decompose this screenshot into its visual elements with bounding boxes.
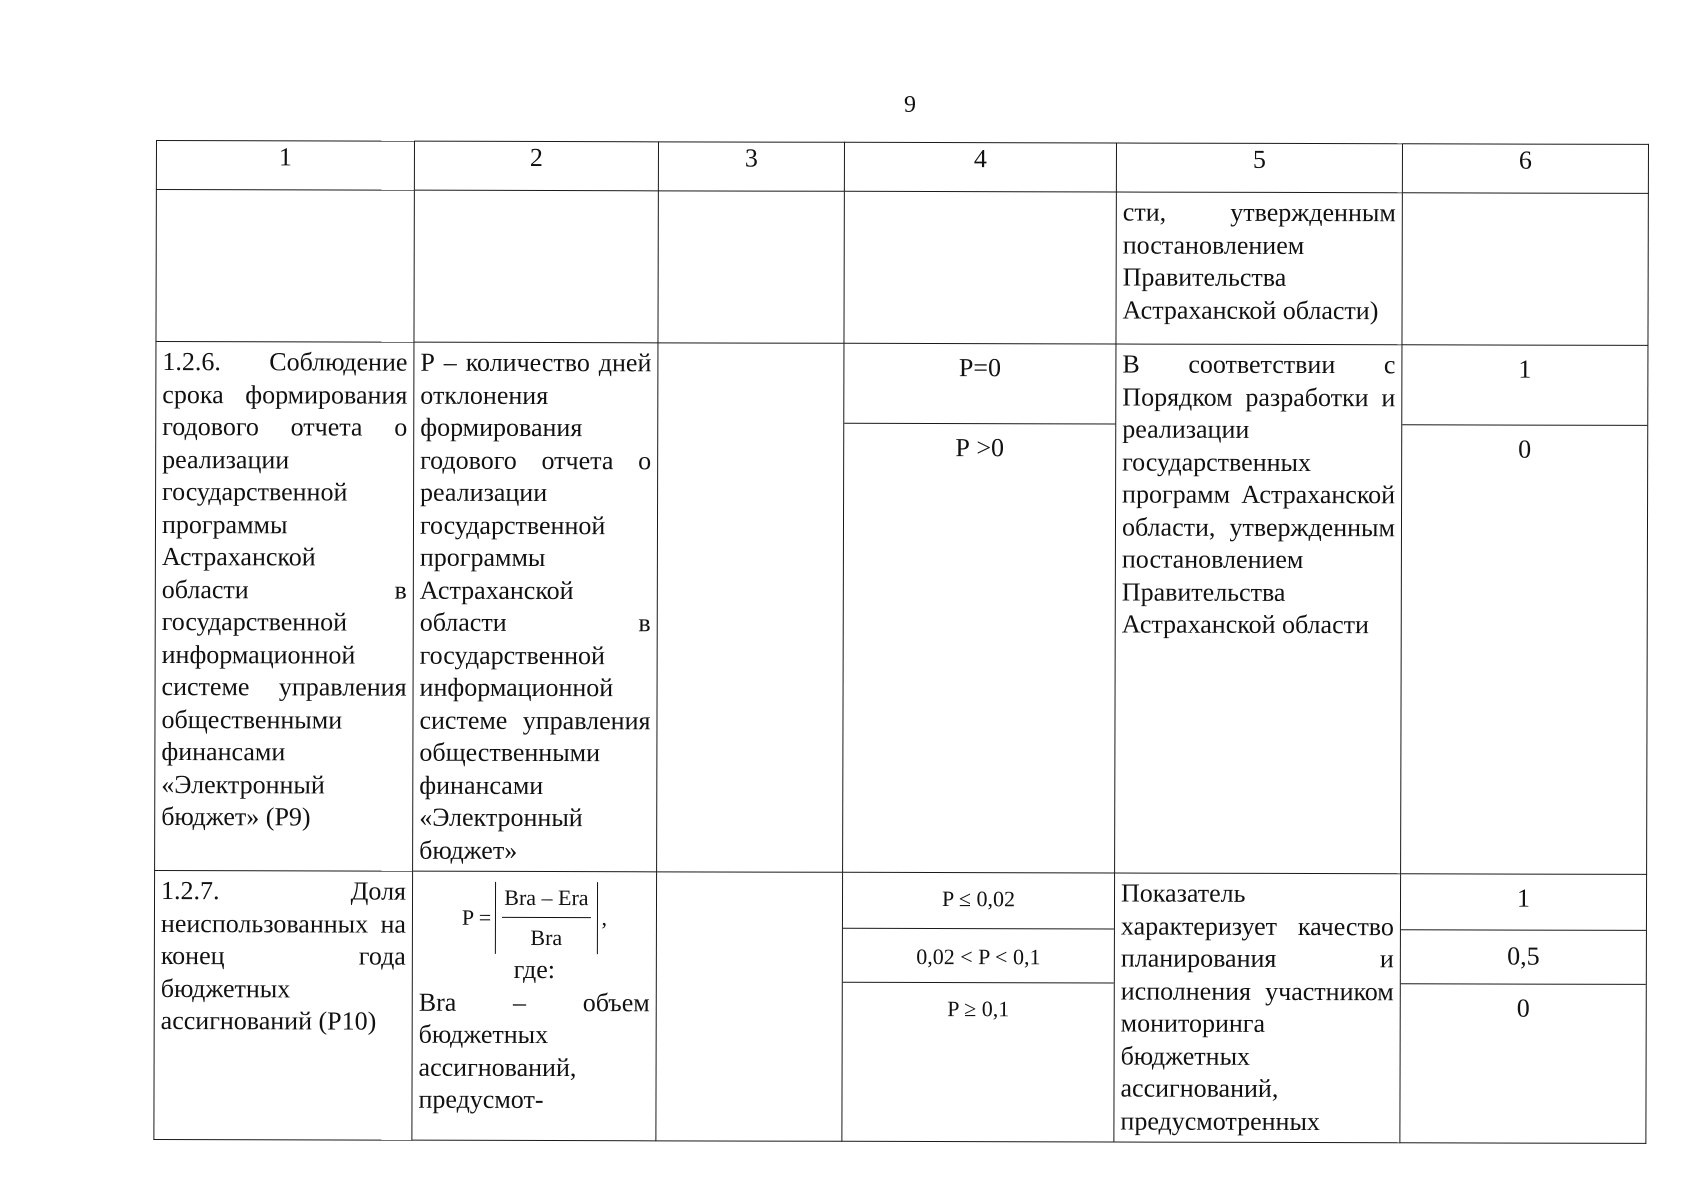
indicator-table: [153, 140, 1649, 1144]
criteria-cell: [842, 872, 1115, 1142]
criteria-cell: [843, 343, 1116, 873]
col3-cell: [656, 872, 843, 1141]
header-col-1: 1: [156, 141, 414, 191]
calculation-cell: [413, 342, 658, 872]
header-col-4: 4: [844, 142, 1116, 192]
table-row: [154, 870, 1647, 1143]
where-label: где:: [513, 954, 556, 985]
formula: [413, 872, 656, 955]
calculation-cell: [412, 871, 657, 1141]
basis-text: Показатель характеризует качество планирования и исполнения участником мониторинга бюджетных ассигнований, предусмотренных: [1120, 878, 1394, 1136]
col3-cell: [658, 191, 844, 343]
page-number: 9: [904, 92, 916, 118]
formula-tail: ,: [601, 904, 608, 930]
calculation-cell: [414, 190, 658, 343]
calculation-text: Р – количество дней отклонения формирования годового отчета о реализации государственной программы Астраханской области в государственной информационной системе управления общественными финансами «Электронный бюджет»: [419, 347, 652, 865]
criterion: P ≤ 0,02: [843, 873, 1114, 930]
criterion: Р=0: [844, 344, 1115, 425]
table-header-row: [156, 141, 1648, 194]
formula-numerator: Bra – Era: [502, 882, 590, 918]
table-row: [155, 342, 1648, 875]
header-col-5: 5: [1116, 143, 1402, 193]
basis-cell: [1114, 873, 1401, 1143]
indicator-cell: [156, 190, 414, 343]
score: 0: [1516, 993, 1530, 1023]
criterion: P ≥ 0,1: [947, 996, 1010, 1022]
basis-cell: [1115, 344, 1402, 874]
table-row: [156, 190, 1648, 346]
indicator-cell: [154, 870, 413, 1140]
score: 1: [1402, 345, 1647, 426]
criteria-cell: [844, 191, 1116, 344]
basis-cell: [1116, 192, 1402, 345]
basis-text: В соответствии с Порядком разработки и реализации государственных программ Астраханской области, утвержденным постановлением Правительства Астраханской области: [1121, 349, 1396, 640]
header-col-3: 3: [658, 142, 844, 191]
criterion: Р >0: [955, 433, 1005, 463]
indicator-text: 1.2.7. Доля неиспользованных на конец года бюджетных ассигнований (Р10): [160, 876, 407, 1036]
score: 1: [1401, 874, 1646, 931]
col3-cell: [657, 343, 844, 872]
header-col-6: 6: [1402, 144, 1648, 194]
score: 0,5: [1401, 930, 1646, 985]
formula-denominator: Bra: [530, 924, 563, 950]
formula-abs: [495, 882, 597, 954]
score-cell: [1402, 193, 1648, 346]
indicator-cell: [155, 342, 414, 872]
score-cell: [1401, 345, 1648, 875]
header-col-2: 2: [414, 141, 658, 191]
formula-lhs: P =: [461, 904, 492, 930]
basis-text: сти, утвержденным постановлением Правительства Астраханской области): [1122, 197, 1396, 325]
calculation-text: Bra – объем бюджетных ассигнований, предусмот-: [418, 987, 650, 1115]
criterion: 0,02 < P < 0,1: [843, 929, 1114, 984]
score: 0: [1518, 434, 1532, 464]
score-cell: [1400, 874, 1647, 1144]
indicator-text: 1.2.6. Соблюдение срока формирования годового отчета о реализации государственной программы Астраханской области в государственной информационной системе управления общественными финансами «Электронный бюджет» (Р9): [161, 347, 408, 832]
